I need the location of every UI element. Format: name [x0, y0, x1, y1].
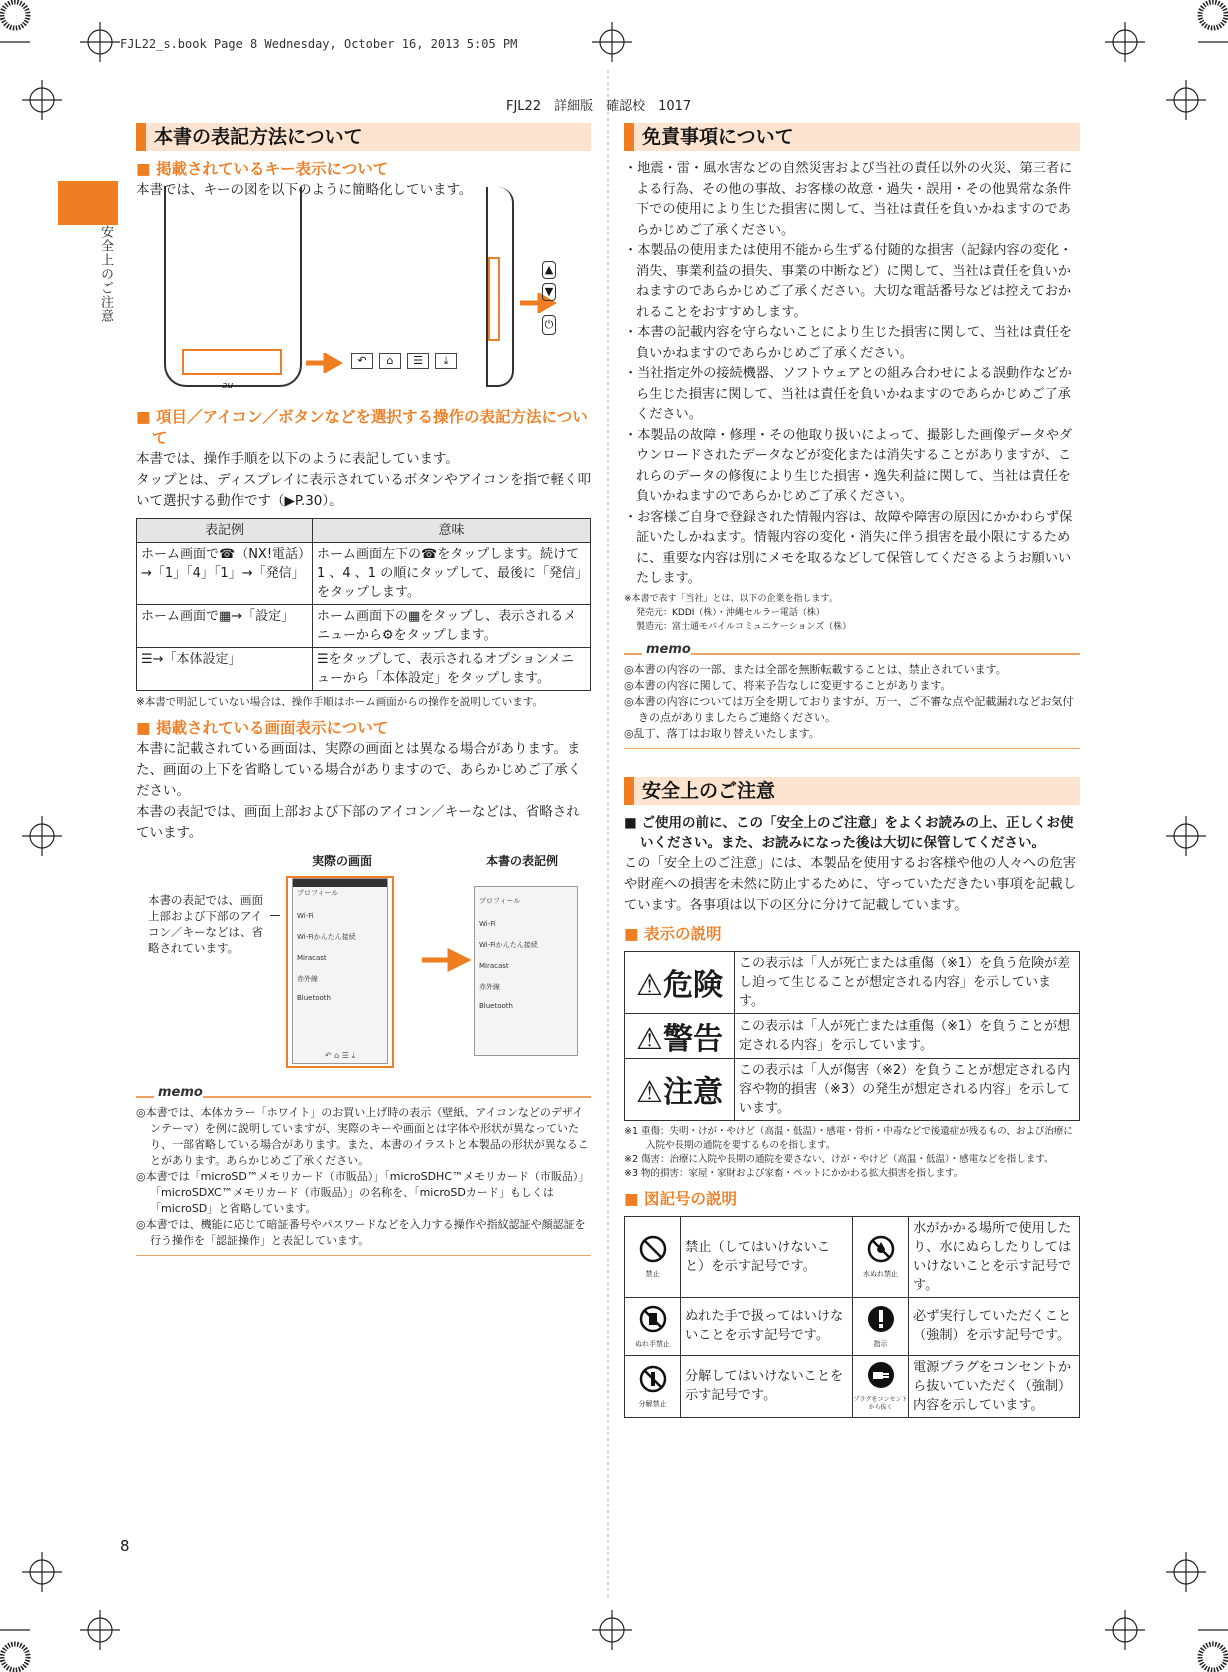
notification-key-icon: ⤓ [435, 353, 457, 369]
callout-text: 本書の表記では、画面上部および下部のアイコン／キーなどは、省略されています。 [148, 893, 263, 955]
key-display-text: 本書では、キーの図を以下のように簡略化しています。 [136, 182, 473, 198]
select-operation-text2: タップとは、ディスプレイに表示されているボタンやアイコンを指で軽く叩いて選択する動作です（▶P.30）。 [136, 472, 591, 509]
subhead-symbol-explanation: ■ 図記号の説明 [624, 1189, 738, 1208]
power-key-icon: ⏻ [542, 315, 556, 335]
safety-intro-text: この「安全上のご注意」には、本製品を使用するお客様や他の人々への危害や財産への損害を未然に防止するために、守っていただきたい事項を記載しています。各事項は以下の区分に分けて記載しています。 [624, 855, 1077, 913]
no-water-icon: 水ぬれ禁止 [853, 1216, 909, 1297]
menu-key-icon: ☰ [407, 353, 429, 369]
section-heading-notation: 本書の表記方法について [136, 123, 591, 151]
disclaimer-item: ・本書の記載内容を守らないことにより生じた損害に関して、当社は責任を負いかねますのであらかじめご了承ください。 [624, 325, 1073, 361]
warning-table [624, 951, 1080, 1121]
subhead-screen-display: ■ 掲載されている画面表示について [136, 719, 389, 737]
table-row: ☰→「本体設定」 ☰をタップして、表示されるオプションメニューから「本体設定」をタップします。 [137, 648, 591, 691]
disclaimer-item: ・お客様ご自身で登録された情報内容は、故障や障害の原因にかかわらず保証いたしかねます。情報内容の変化・消失に伴う損害を最小限にするために、重要な内容は別にメモを取るなどして保管してくださるようお願いいたします。 [624, 509, 1073, 586]
simplified-keys [348, 353, 460, 369]
footnote: ※2 傷害：治療に入院や長期の通院を要さない、けが・やけど（高温・低温）・感電などを指します。 [624, 1153, 1054, 1165]
side-label: 安全上のご注意 [98, 225, 113, 323]
side-key-highlight [488, 257, 500, 341]
label-actual-screen: 実際の画面 [312, 854, 373, 868]
warning-label: ⚠警告 [625, 1013, 735, 1058]
printer-line: FJL22_s.book Page 8 Wednesday, October 16, 2013 5:05 PM [120, 37, 518, 51]
warning-row: ⚠危険 この表示は「人が死亡または重傷（※1）を負う危険が差し迫って生じることが想定される内容」を示しています。 [625, 951, 1080, 1013]
volume-down-key-icon: ▼ [542, 283, 556, 301]
page-number: 8 [120, 1537, 130, 1555]
subhead-select-operation: ■ 項目／アイコン／ボタンなどを選択する操作の表記方法について [136, 408, 588, 447]
memo-item: ◎本書の内容の一部、または全部を無断転載することは、禁止されています。 [624, 662, 1007, 676]
subhead-display-explanation: ■ 表示の説明 [624, 924, 722, 943]
symbol-row: ぬれ手禁止 ぬれた手で扱ってはいけないことを示す記号です。 指示 必ず実行していただくこと（強制）を示す記号です。 [625, 1297, 1080, 1355]
prohibited-icon: 禁止 [625, 1216, 681, 1297]
footnote: ※3 物的損害：家屋・家財および家畜・ペットにかかわる拡大損害を指します。 [624, 1167, 964, 1179]
home-key-icon: ⌂ [379, 353, 401, 369]
memo-item: ◎本書の内容に関して、将来予告なしに変更することがあります。 [624, 678, 952, 692]
table-header: 意味 [313, 519, 591, 543]
screen-display-text1: 本書に記載されている画面は、実際の画面とは異なる場合があります。また、画面の上下を省略している場合がありますので、あらかじめご了承ください。 [136, 741, 582, 799]
notation-table [136, 518, 591, 691]
actual-screen: プロフィール Wi-Fi Wi-Fiかんたん接続 Miracast 赤外線 Bluetooth ↶ ⌂ ☰ ⤓ [292, 878, 388, 1064]
screen-display-text2: 本書の表記では、画面上部および下部のアイコン／キーなどは、省略されています。 [136, 804, 580, 841]
memo-item: ◎本書の内容については万全を期しておりますが、万一、ご不審な点や記載漏れなどお気付きの点がありましたらご連絡ください。 [624, 694, 1074, 724]
memo-item: ◎本書では、機能に応じて暗証番号やパスワードなどを入力する操作や指紋認証や顔認証を行う操作を「認証操作」と表記しています。 [136, 1218, 586, 1247]
table-row: ホーム画面で☎（NX!電話）→「1」「4」「1」→「発信」 ホーム画面左下の☎をタップします。続けて 1 、4 、1 の順にタップして、最後に「発信」をタップします。 [137, 543, 591, 605]
key-area-highlight [182, 349, 282, 375]
proof-title: FJL22 詳細版 確認校 1017 [506, 99, 692, 114]
memo-item: ◎本書では、本体カラー「ホワイト」のお買い上げ時の表示（壁紙、アイコンなどのデザインテーマ）を例に説明していますが、実際のキーや画面とは字体や形状が異なっていたり、一部省略している場合があります。また、本書のイラストと本製品の形状が異なることがあります。あらかじめご了承ください。 [136, 1106, 589, 1167]
memo-item: ◎本書では「microSD™メモリカード（市販品）」「microSDHC™メモリカード（市販品）」「microSDXC™メモリカード（市販品）」の名称を、「microSDカード」もしくは「microSD」と省略しています。 [136, 1170, 590, 1215]
memo-header [624, 642, 1080, 660]
footnote: ※1 重傷：失明・けが・やけど（高温・低温）・感電・骨折・中毒などで後遺症が残るもの、および治療に入院や長期の通院を要するものを指します。 [624, 1125, 1073, 1151]
symbol-row: 禁止 禁止（してはいけないこと）を示す記号です。 水ぬれ禁止 水がかかる場所で使用したり、水にぬらしたりしてはいけないことを示す記号です。 [625, 1216, 1080, 1297]
key-illustration: au ↶ ⌂ ☰ ⤓ ▲ ▼ ⏻ [136, 207, 591, 397]
table-header: 表記例 [137, 519, 313, 543]
warning-row: ⚠注意 この表示は「人が傷害（※2）を負うことが想定される内容や物的損害（※3）の発生が想定される内容」を示しています。 [625, 1058, 1080, 1120]
section-heading-safety: 安全上のご注意 [624, 777, 1080, 805]
subhead-key-display: ■ 掲載されているキー表示について [136, 160, 389, 178]
table-note: ※本書で明記していない場合は、操作手順はホーム画面からの操作を説明しています。 [136, 696, 543, 708]
disclaimer-item: ・本製品の使用または使用不能から生ずる付随的な損害（記録内容の変化・消失、事業利益の損失、事業の中断など）に関して、当社は責任を負いかねますのであらかじめご了承ください。大切な電話番号などは控えておかれることをおすすめします。 [624, 243, 1073, 320]
danger-label: ⚠危険 [625, 951, 735, 1013]
safety-intro-bold: ■ ご使用の前に、この「安全上のご注意」をよくお読みの上、正しくお使いください。また、お読みになった後は大切に保管してください。 [624, 814, 1074, 851]
memo-item: ◎乱丁、落丁はお取り替えいたします。 [624, 726, 820, 740]
label-book-screen: 本書の表記例 [486, 854, 559, 868]
symbol-table [624, 1216, 1080, 1418]
table-row: ホーム画面で▦→「設定」 ホーム画面下の▦をタップし、表示されるメニューから⚙をタップします。 [137, 605, 591, 648]
memo-badge: memo [154, 1085, 203, 1100]
caution-label: ⚠注意 [625, 1058, 735, 1120]
unplug-icon: プラグをコンセントから抜く [853, 1355, 909, 1417]
warning-row: ⚠警告 この表示は「人が死亡または重傷（※1）を負うことが想定される内容」を示しています。 [625, 1013, 1080, 1058]
section-heading-disclaimer: 免責事項について [624, 123, 1080, 151]
company-note: ※本書で表す「当社」とは、以下の企業を指します。 [624, 593, 838, 604]
disclaimer-item: ・当社指定外の接続機器、ソフトウェアとの組み合わせによる誤動作などから生じた損害に関して、当社は責任を負いかねますのであらかじめご了承ください。 [624, 366, 1072, 422]
company-note: 製造元：富士通モバイルコミュニケーションズ（株） [636, 621, 852, 632]
volume-up-key-icon: ▲ [542, 261, 556, 279]
memo-header [136, 1085, 591, 1103]
company-note: 発売元：KDDI（株）・沖縄セルラー電話（株） [636, 607, 825, 618]
back-key-icon: ↶ [351, 353, 373, 369]
screen-comparison [136, 852, 591, 1067]
memo-badge: memo [642, 642, 691, 657]
disclaimer-item: ・地震・雷・風水害などの自然災害および当社の責任以外の火災、第三者による行為、その他の事故、お客様の故意・過失・誤用・その他異常な条件下での使用により生じた損害に関して、当社は責任を負いかねますのであらかじめご了承ください。 [624, 161, 1073, 238]
no-disassembly-icon: 分解禁止 [625, 1355, 681, 1417]
disclaimer-item: ・本製品の故障・修理・その他取り扱いによって、撮影した画像データやダウンロードされたデータなどが変化または消失することがありますが、これらのデータの修復により生じた損害・逸失利益に関して、当社は責任を負いかねますのであらかじめご了承ください。 [624, 427, 1073, 504]
book-screen: プロフィール Wi-Fi Wi-Fiかんたん接続 Miracast 赤外線 Bluetooth [474, 886, 578, 1056]
no-wet-hands-icon: ぬれ手禁止 [625, 1297, 681, 1355]
mandatory-icon: 指示 [853, 1297, 909, 1355]
select-operation-text1: 本書では、操作手順を以下のように表記しています。 [136, 451, 459, 467]
side-tab [58, 181, 118, 225]
symbol-row: 分解禁止 分解してはいけないことを示す記号です。 プラグをコンセントから抜く 電源プラグをコンセントから抜いていただく（強制）内容を示しています。 [625, 1355, 1080, 1417]
